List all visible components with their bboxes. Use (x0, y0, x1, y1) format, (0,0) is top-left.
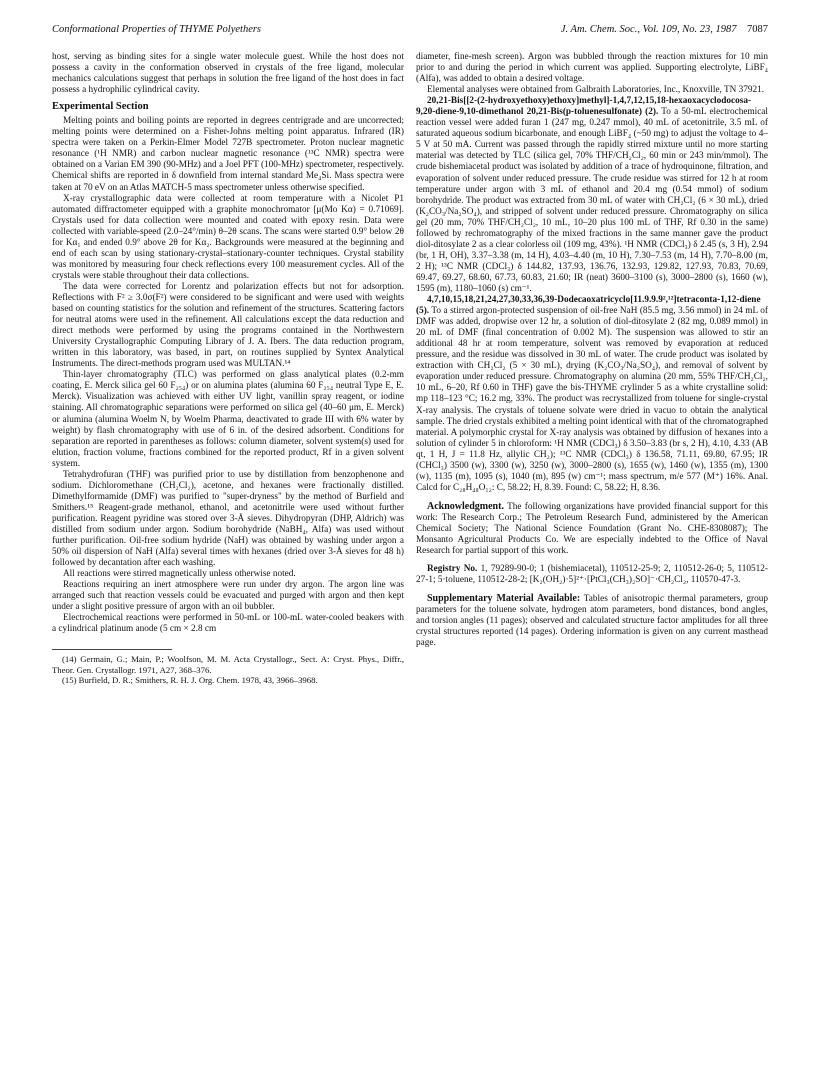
registry-title: Registry No. (427, 564, 478, 575)
running-title: Conformational Properties of THYME Polyethers (52, 24, 262, 35)
supplementary-text: Tables of anisotropic thermal parameters, group parameters for the toluene solvate, hydrogen atom parameters, bond distances, bond angles, and torsion angles (11 pages); observed and calculated structure factor amplitudes for all three crystal structures reported (14 pages). Ordering information is given on any current masthead page. (416, 594, 768, 649)
paragraph-data-correction: The data were corrected for Lorentz and polarization effects but not for adsorption. Reflections with F² ≥ 3.0σ(F²) were considered to be significant and were used with weights based on counting statistics for the solution and refinement of the structures. Scattering factors for neutral atoms were used in the refinement. All calculations except the data reduction and direct methods were performed by using the programs contained in the Northwestern University Crystallographic Computing Library of J. A. Ibers. The data reduction program, written in this laboratory, was based, in part, on routines supplied by Syntex Analytical Instruments. The direct-methods program used was MULTAN.¹⁴ (52, 281, 404, 370)
compound-5-text: To a stirred argon-protected suspension of oil-free NaH (85.5 mg, 3.56 mmol) in 24 mL of DMF was added, dropwise over 12 hr, a solution of diol-ditosylate 2 (82 mg, 0.089 mmol) in 20 mL of DMF (final concentration of 0.002 M). The suspension was allowed to stir an additional 48 hr at room temperature, solvent was removed by evaporation at reduced pressure, and the residue was dissolved in 30 mL of water. The crude product was isolated by extraction with CH₂Cl₂ (5 × 30 mL), drying (K₂CO₃/Na₂SO₄), and removal of solvent by evaporation under reduced pressure. Chromatography on alumina (20 mm, 55% THF/CH₂Cl₂, 10 mL, 6–20, Rf 0.60 in THF) gave the bis-THYME crylinder 5 as a white crystalline solid: mp 118–123 °C; 16.2 mg, 33%. The product was recrystallized from toluene for single-crystal X-ray analysis. The crystals of toluene solvate were dried in vacuo to obtain the analytical sample. The dried crystals exhibited a melting point identical with that of the chromatographed material. A polymorphic crystal for X-ray analysis was obtained by diffusion of hexanes into a solution of cylinder 5 in chloroform: ¹H NMR (CDCl₃) δ 3.50–3.83 (br s, 2 H), 4.10, 4.33 (AB qt, 1 H, J = 11.8 Hz, allylic CH₂); ¹³C NMR (CDCl₃) δ 136.58, 71.11, 69.80, 67.95; IR (CHCl₃) 3500 (w), 3300 (w), 3250 (w), 3000–2800 (s), 1655 (w), 1460 (w), 1355 (m), 1300 (w), 1135 (m), 1095 (s), 1040 (m), 895 (w) cm⁻¹; mass spectrum, m/e 577 (M⁺) 16%. Anal. Calcd for C₂₈H₄₈O₁₂: C, 58.22; H, 8.39. Found: C, 58.22; H, 8.36. (416, 306, 768, 493)
right-column (416, 52, 768, 649)
paragraph-electrochemical-continued: diameter, fine-mesh screen). Argon was bubbled through the reaction mixtures for 10 min prior to and during the period in which current was applied. Supporting electrolyte, LiBF₄ (Alfa), was added to obtain a desired voltage. (416, 52, 768, 85)
footnote-divider (52, 649, 172, 650)
compound-5-procedure (416, 295, 768, 494)
registry-text: 1, 79289-90-0; 1 (bishemiacetal), 110512-25-9; 2, 110512-26-0; 5, 110512-27-1; 5·toluene, 110512-28-2; [K₂(OH₂)·5]²⁺·[PtCl₃(CH₃)₂SO]⁻·CH₂Cl₂, 110570-47-3. (416, 564, 768, 586)
footnote-14: (14) Germain, G.; Main, P.; Woolfson, M. M. Acta Crystallogr., Sect. A: Cryst. Phys., Diffr., Theor. Gen. Crystallogr. 1971, A27, 368–376. (52, 654, 404, 675)
section-title: Experimental Section (52, 101, 149, 113)
left-column (52, 52, 404, 685)
journal-citation (561, 24, 768, 35)
supplementary-material (416, 593, 768, 649)
page-header (52, 24, 768, 38)
compound-2-procedure (416, 96, 768, 295)
footnote-15: (15) Burfield, D. R.; Smithers, R. H. J. Org. Chem. 1978, 43, 3966–3968. (62, 674, 318, 685)
supplementary-title: Supplementary Material Available: (427, 593, 581, 605)
acknowledgment (416, 501, 768, 557)
paragraph-instruments: Melting points and boiling points are reported in degrees centrigrade and are uncorrected; melting points were determined on a Fisher-Johns melting point apparatus. Infrared (IR) spectra were taken on a Perkin-Elmer Model 727B spectrometer. Proton nuclear magnetic resonance (¹H NMR) and carbon nuclear magnetic resonance (¹³C NMR) spectra were obtained on a Varian EM 390 (90-MHz) and a Joel PFT (100-MHz) spectrometer, respectively. Chemical shifts are reported in δ downfield from internal standard Me₄Si. Mass spectra were taken at 70 eV on an Atlas MATCH-5 mass spectrometer unless otherwise specified. (52, 116, 404, 193)
paragraph-elemental-analyses: Elemental analyses were obtained from Galbraith Laboratories, Inc., Knoxville, TN 37921. (427, 85, 765, 96)
acknowledgment-title: Acknowledgment. (427, 500, 504, 512)
paragraph-solvents: Tetrahydrofuran (THF) was purified prior to use by distillation from benzophenone and sodium. Dichloromethane (CH₂Cl₂), acetone, and hexanes were fractionally distilled. Dimethylformamide (DMF) was purified to "super-dryness" by the method of Burfield and Smithers.¹⁵ Reagent-grade methanol, ethanol, and acetonitrile were used without further purification. Reagent pyridine was stored over 3-Å sieves. Dihydropyran (DHP, Aldrich) was distilled from sodium under argon. Sodium borohydride (NaBH₄, Alfa) was used without further purification. Oil-free sodium hydride (NaH) was obtained by washing under argon a 50% oil dispersion of NaH (Alfa) several times with hexanes (dried over 3-Å sieves for 48 h) followed by decantation after each washing. (52, 469, 404, 569)
page-number: 7087 (747, 24, 768, 35)
acknowledgment-text: The following organizations have provided financial support for this work: The Research Corp.; The Petroleum Research Fund, administered by the American Chemical Society; The National Science Foundation (Grant No. CHE-8308087); The Monsanto Agricultural Products Co. We are especially indebted to the Office of Naval Research for partial support of this work. (416, 501, 768, 557)
paragraph-inert-atmosphere: Reactions requiring an inert atmosphere were run under dry argon. The argon line was arranged such that reaction vessels could be evacuated and purged with argon and then kept under a slight positive pressure of argon with an oil bubbler. (52, 580, 404, 613)
registry-numbers (416, 564, 768, 586)
paragraph-chromatography: Thin-layer chromatography (TLC) was performed on glass analytical plates (0.2-mm coating, E. Merck silica gel 60 F₂₅₄) or on alumina plates (alumina 60 F₂₅₄ neutral Type E, E. Merck). Visualization was achieved with either UV light, vanillin spray reagent, or iodine staining. All chromatographic separations were performed on silica gel (40–60 μm, E. Merck) or alumina (alumina Woelm N, by Woelm Pharma, deactivated to grade III with 6% water by weight) by flash chromatography with use of 6 in. of the desired adsorbent. Conditions for separation are reported in parentheses as follows: column diameter, solvent system(s) used for elution, fraction volume, fractions combined for the reported product, Rf in a given solvent system. (52, 370, 404, 469)
paragraph-stirring: All reactions were stirred magnetically unless otherwise noted. (63, 569, 296, 580)
journal-name: J. Am. Chem. Soc., Vol. 109, No. 23, 1987 (560, 24, 737, 35)
intro-paragraph: host, serving as binding sites for a single water molecule guest. While the host does not possess a cavity in the conformation observed in crystals of the free ligand, molecular mechanics calculations suggest that perhaps in solution the free ligand of the host does in fact possess a hydrophilic cylindrical cavity. (52, 52, 404, 96)
compound-2-text: To a 50-mL electrochemical reaction vessel were added furan 1 (247 mg, 0.247 mmol), 40 mL of acetonitrile, 3.5 mL of saturated aqueous sodium bicarbonate, and enough LiBF₄ (~50 mg) to adjust the voltage to 4–5 V at 50 mA. Current was passed through the rapidly stirred mixture until no more starting material was detected by TLC (silica gel, 70% THF/CH₂Cl₂, 60 min or 243 min/mmol). The crude bishemiacetal product was isolated by addition of a trace of hydroquinone, filtration, and evaporation of solvent under reduced pressure. The crude residue was stirred for 12 h at room temperature under argon with 3 mL of ethanol and 20.4 mg (0.54 mmol) of sodium borohydride. The product was extracted from 30 mL of water with CH₂Cl₂ (6 × 30 mL), dried (K₂CO₃/Na₂SO₄), and stripped of solvent under reduced pressure. Chromatography on silica gel (20 mm, 70% THF/CH₂Cl₂, 10 mL, 10–20 plus 100 mL of THF, Rf 0.30 in the same) followed by rechromatography of the mixed fractions in the same manner gave the product diol-ditosylate 2 as a clear colorless oil (109 mg, 43%). ¹H NMR (CDCl₃) δ 2.45 (s, 3 H), 2.94 (br, 1 H, OH), 3.37–3.38 (m, 14 H), 4.03–4.40 (m, 10 H), 7.30–7.53 (m, 14 H), 7.70–8.00 (m, 2 H); ¹³C NMR (CDCl₃) δ 144.82, 137.93, 136.76, 132.93, 129.82, 127.93, 70.83, 70.69, 69.47, 69.27, 68.60, 67.73, 60.83, 21.60; IR (neat) 3600–3100 (s), 3000–2800 (s), 1660 (w), 1595 (m), 1180–1060 (s) cm⁻¹. (416, 107, 768, 294)
paragraph-xray: X-ray crystallographic data were collected at room temperature with a Nicolet P1 automated diffractometer equipped with a graphite monochromator [μ(Mo Kα) = 0.71069]. Crystals used for data collection were mounted and coated with epoxy resin. Data were collected with variable-speed (2.0–24°/min) θ–2θ scans. The scans were started 0.9° below 2θ for Kα₁ and ended 0.9° above 2θ for Kα₂. Backgrounds were measured at the beginning and end of each scan by using stationary-crystal–stationary-counter techniques. Crystal stability was monitored by measuring four check reflections every 100 measurement cycles. All of the crystals were stable throughout their data collections. (52, 193, 404, 281)
compound-2-name: 20,21-Bis[[2-(2-hydroxyethoxy)ethoxy]methyl]-1,4,7,12,15,18-hexaoxacyclodocosa-9,20-diene-9,10-dimethanol 20,21-Bis(p-toluenesulfonate) (2). (416, 96, 752, 118)
compound-5-name: 4,7,10,15,18,21,24,27,30,33,36,39-Dodecaoxatricyclo[11.9.9.9²,¹²]tetraconta-1,12-diene (5). (416, 295, 761, 317)
paragraph-electrochemical: Electrochemical reactions were performed in 50-mL or 100-mL water-cooled beakers with a cylindrical platinum anode (5 cm × 2.8 cm (52, 613, 404, 635)
